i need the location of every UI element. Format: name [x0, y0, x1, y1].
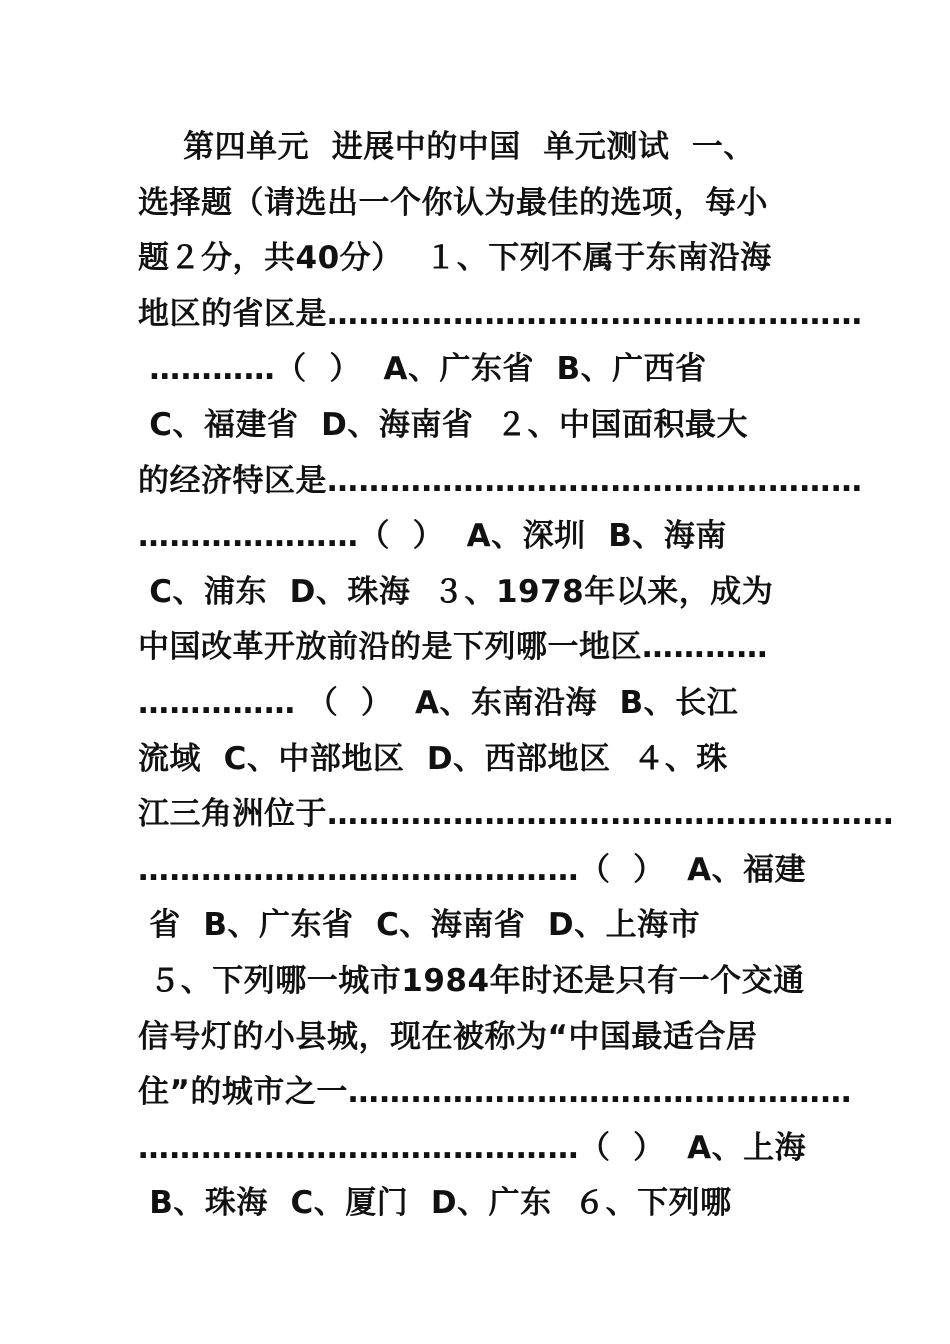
text-line: 流域 C、中部地区 D、西部地区 ４、珠 — [138, 740, 728, 777]
text-line: ５、下列哪一城市1984年时还是只有一个交通 — [138, 962, 805, 999]
text-line: 中国改革开放前沿的是下列哪一地区………… — [138, 629, 768, 666]
text-line: 选择题（请选出一个你认为最佳的选项，每小 — [138, 184, 768, 221]
text-line: 题２分，共40分） １、下列不属于东南沿海 — [138, 240, 772, 277]
text-line: 地区的省区是…………………………………………… — [138, 295, 863, 332]
text-line: 住”的城市之一………………………………………… — [138, 1074, 852, 1111]
text-line: ……………………………………（ ） A、上海 — [138, 1129, 807, 1166]
text-line: …………（ ） A、广东省 B、广西省 — [138, 351, 707, 388]
text-line: ……………………………………（ ） A、福建 — [138, 851, 807, 888]
text-line: C、浦东 D、珠海 ３、1978年以来，成为 — [138, 573, 774, 610]
text-line: 第四单元 进展中的中国 单元测试 一、 — [138, 129, 755, 165]
document-body — [138, 120, 894, 1232]
text-line: B、珠海 C、厦门 D、广东 ６、下列哪 — [138, 1185, 732, 1222]
text-line: 省 B、广东省 C、海南省 D、上海市 — [138, 907, 701, 944]
text-line: 的经济特区是…………………………………………… — [138, 462, 863, 499]
text-line: 信号灯的小县城，现在被称为“中国最适合居 — [138, 1018, 758, 1055]
text-line: …………………（ ） A、深圳 B、海南 — [138, 518, 727, 555]
text-line: 江三角洲位于……………………………………………… — [138, 796, 894, 833]
text-line: …………… （ ） A、东南沿海 B、长江 — [138, 684, 739, 721]
text-line: C、福建省 D、海南省 ２、中国面积最大 — [138, 406, 748, 443]
